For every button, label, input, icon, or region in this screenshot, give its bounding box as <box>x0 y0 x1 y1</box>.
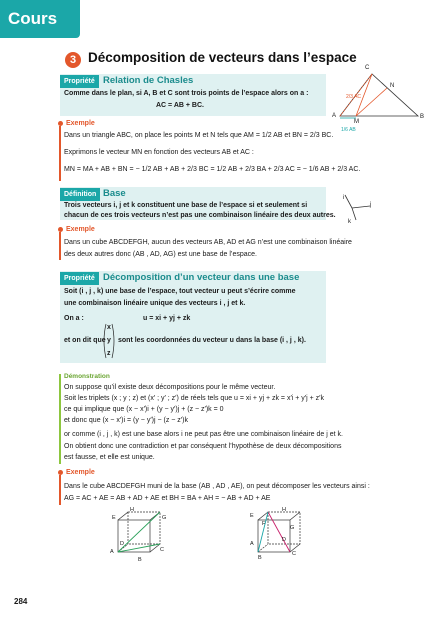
vector-label-j: j <box>370 202 372 208</box>
property-badge: Propriété <box>60 75 99 88</box>
example-bar <box>59 475 61 505</box>
example-label: Exemple <box>66 469 95 476</box>
demo-line: or comme (i , j , k) est une base alors i ne peut pas être une combinaison linéaire de j et k. <box>64 431 343 438</box>
decomposition-formula: u = xi + yj + zk <box>143 315 191 322</box>
fig-label-C: C <box>365 65 370 71</box>
definition-badge: Définition <box>60 188 100 201</box>
cube1-label-A: A <box>110 549 114 555</box>
property-text: et on dit que <box>64 337 106 344</box>
property-on-a: On a : <box>64 315 84 322</box>
vector-label-i: i <box>343 195 345 201</box>
demo-line: Soit les triplets (x ; y ; z) et (x′ ; y′ ; z′) de réels tels que u = xi + yj + zk = x′i + y′j + z′k <box>64 395 324 402</box>
property-title: Relation de Chasles <box>103 75 194 86</box>
cube2-label-E: E <box>250 513 254 519</box>
definition-text: chacun de ces trois vecteurs n’est pas une combinaison linéaire des deux autres. <box>64 212 336 219</box>
example-line: des deux autres donc (AB , AD, AG) est une base de l’espace. <box>64 251 258 258</box>
cube2-label-F: F <box>262 521 266 527</box>
fig-label-N: N <box>390 83 395 89</box>
cube2-label-B: B <box>258 555 262 561</box>
example-label: Exemple <box>66 226 95 233</box>
definition-text: Trois vecteurs i, j et k constituent une base de l’espace si et seulement si <box>64 202 308 209</box>
demo-line: On obtient donc une contradiction et par conséquent l’hypothèse de deux décompositions <box>64 443 342 450</box>
section-title: Décomposition de vecteurs dans l’espace <box>88 50 357 65</box>
fig-label-A: A <box>332 113 337 119</box>
example-line: Exprimons le vecteur MN en fonction des vecteurs AB et AC : <box>64 149 254 156</box>
cube1-label-B: B <box>138 557 142 563</box>
cube2-label-A: A <box>250 541 254 547</box>
base-vectors-figure <box>340 190 380 226</box>
example-line: Dans le cube ABCDEFGH muni de la base (AB , AD , AE), on peut décomposer les vecteurs ainsi : <box>64 483 370 490</box>
cube1-label-G: G <box>162 515 167 521</box>
property-text: Soit (i , j , k) une base de l’espace, tout vecteur u peut s’écrire comme <box>64 288 296 295</box>
property-box-decomposition <box>60 271 326 363</box>
fig-label-B: B <box>420 114 425 120</box>
fig-label-one-sixth: 1/6 AB <box>341 127 356 133</box>
demo-line: est fausse, et elle est unique. <box>64 454 155 461</box>
coord-z: z <box>107 350 111 357</box>
demonstration-bar <box>59 374 61 464</box>
cube1-label-C: C <box>160 547 164 553</box>
example-label: Exemple <box>66 120 95 127</box>
example-line: Dans un cube ABCDEFGH, aucun des vecteurs AB, AD et AG n’est une combinaison linéaire <box>64 239 352 246</box>
cube2-label-C: C <box>292 551 296 557</box>
triangle-figure <box>330 64 430 134</box>
fig-label-two-thirds: 2/3 AC <box>346 94 362 100</box>
coord-y: y <box>107 337 111 344</box>
property-badge: Propriété <box>60 272 99 285</box>
example-line: Dans un triangle ABC, on place les points M et N tels que AM = 1/2 AB et BN = 2/3 BC. <box>64 132 334 139</box>
demo-line: et donc que (x − x′)i = (y − y′)j − (z − z′)k <box>64 417 188 424</box>
example-line: MN = MA + AB + BN = − 1/2 AB + AB + 2/3 BC = 1/2 AB + 2/3 BA + 2/3 AC = − 1/6 AB + 2/3 AC. <box>64 166 361 173</box>
demonstration-label: Démonstration <box>64 373 110 380</box>
demo-line: ce qui implique que (x − x′)i + (y − y′)j + (z − z′)k = 0 <box>64 406 224 413</box>
chasles-formula: AC = AB + BC. <box>156 102 204 109</box>
property-text: sont les coordonnées du vecteur u dans la base (i , j , k). <box>118 337 306 344</box>
cube1-label-E: E <box>112 515 116 521</box>
cube1-label-D: D <box>120 541 124 547</box>
fig-label-M: M <box>354 119 359 125</box>
cube2-label-D: D <box>282 537 286 543</box>
section-number-badge: 3 <box>65 52 81 68</box>
coord-x: x <box>107 324 111 331</box>
vector-label-k: k <box>348 219 351 225</box>
example-bar <box>59 126 61 181</box>
demo-line: On suppose qu’il existe deux décompositions pour le même vecteur. <box>64 384 276 391</box>
property-text: Comme dans le plan, si A, B et C sont trois points de l’espace alors on a : <box>64 90 309 97</box>
example-line: AG = AC + AE = AB + AD + AE et BH = BA + AH = − AB + AD + AE <box>64 495 271 502</box>
page-number: 284 <box>14 597 28 606</box>
property-text: une combinaison linéaire unique des vecteurs i , j et k. <box>64 300 246 307</box>
example-bar <box>59 232 61 260</box>
cube1-label-H: H <box>130 507 134 513</box>
definition-title: Base <box>103 188 126 199</box>
chapter-tab: Cours <box>0 0 80 38</box>
cube2-label-G: G <box>290 525 295 531</box>
cube2-label-H: H <box>282 507 286 513</box>
property-title: Décomposition d’un vecteur dans une base <box>103 272 300 283</box>
